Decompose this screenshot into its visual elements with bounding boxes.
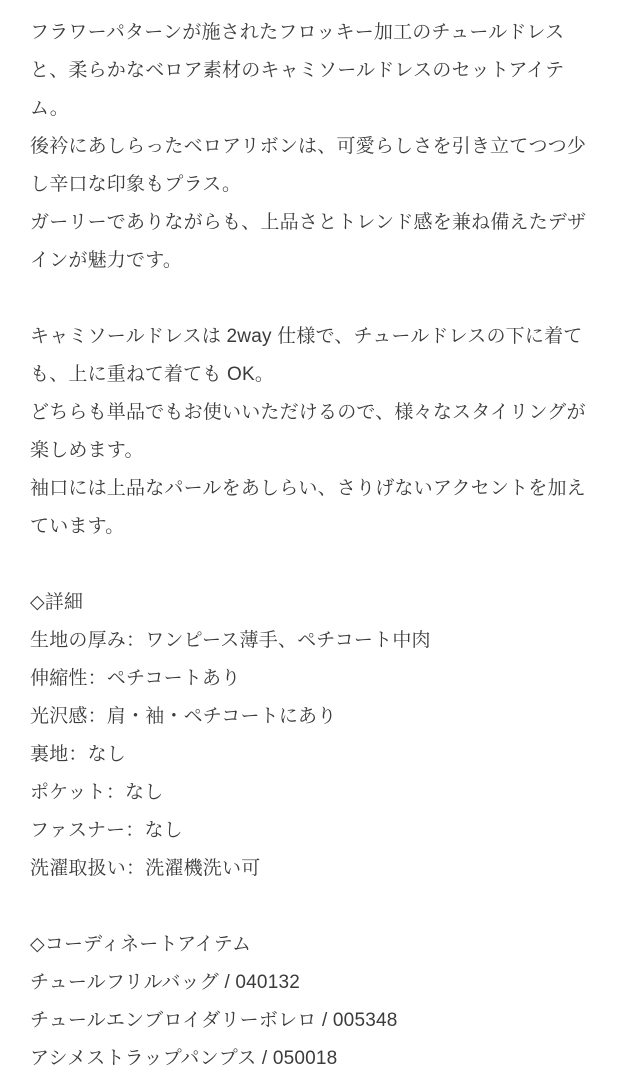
coordinate-heading: ◇コーディネートアイテム [30,934,252,955]
intro-line-3: ガーリーでありながらも、上品さとトレンド感を兼ね備えたデザインが魅力です。 [30,212,587,271]
paragraph-spacer-3 [30,888,601,926]
details-item: 光沢感：肩・袖・ペチコートにあり [30,706,337,727]
details-item: ファスナー：なし [30,820,183,841]
styling-paragraph [30,318,601,546]
details-heading: ◇詳細 [30,592,84,613]
details-item: 洗濯取扱い：洗濯機洗い可 [30,858,261,879]
details-section [30,584,601,888]
styling-line-3: 袖口には上品なパールをあしらい、さりげないアクセントを加えています。 [30,478,586,537]
details-item: 伸縮性：ペチコートあり [30,668,241,689]
intro-paragraph [30,14,601,280]
paragraph-spacer-1 [30,280,601,318]
details-item: 裏地：なし [30,744,127,765]
intro-line-1: フラワーパターンが施されたフロッキー加工のチュールドレスと、柔らかなベロア素材のキャミソールドレスのセットアイテム。 [30,22,565,119]
styling-line-2: どちらも単品でもお使いいただけるので、様々なスタイリングが楽しめます。 [30,402,586,461]
coordinate-item: チュールフリルバッグ / 040132 [30,972,300,993]
coordinate-item: アシメストラップパンプス / 050018 [30,1048,338,1069]
styling-line-1: キャミソールドレスは 2way 仕様で、チュールドレスの下に着ても、上に重ねて着ても OK。 [30,326,583,385]
coordinate-item: チュールエンブロイダリーボレロ / 005348 [30,1010,398,1031]
details-item: ポケット：なし [30,782,164,803]
coordinate-section [30,926,601,1078]
paragraph-spacer-2 [30,546,601,584]
details-item: 生地の厚み：ワンピース薄手、ペチコート中肉 [30,630,431,651]
intro-line-2: 後衿にあしらったベロアリボンは、可愛らしさを引き立てつつ少し辛口な印象もプラス。 [30,136,587,195]
